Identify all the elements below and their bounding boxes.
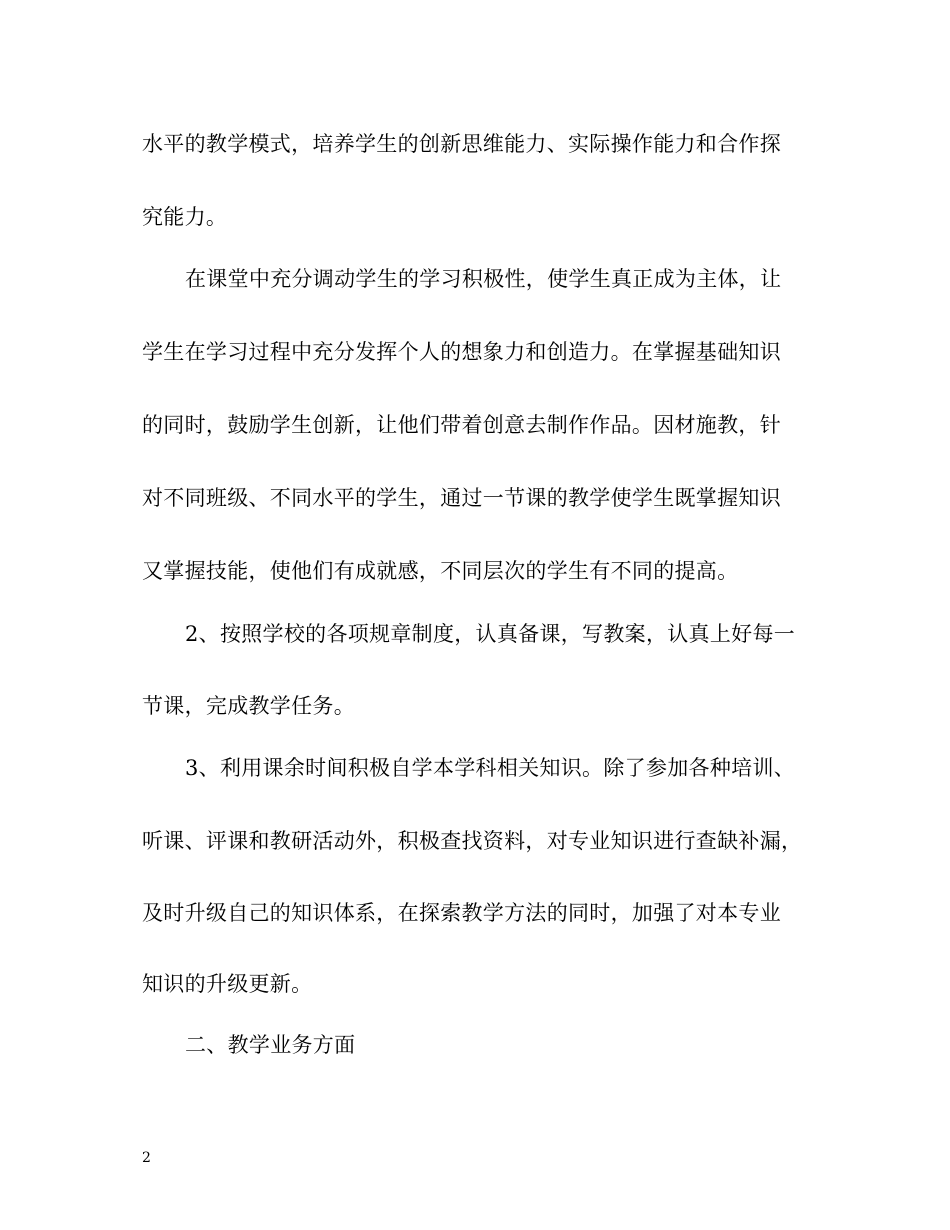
text-line: 学生在学习过程中充分发挥个人的想象力和创造力。在掌握基础知识 — [142, 340, 781, 364]
paragraph-line: 2、按照学校的各项规章制度，认真备课，写教案，认真上好每一 — [185, 622, 796, 646]
section-heading: 二、教学业务方面 — [185, 1033, 356, 1057]
text-line: 对不同班级、不同水平的学生，通过一节课的教学使学生既掌握知识 — [142, 486, 781, 510]
page-number: 2 — [142, 1150, 151, 1166]
text-line: 节课，完成教学任务。 — [142, 694, 355, 718]
paragraph-line: 在课堂中充分调动学生的学习积极性，使学生真正成为主体，让 — [185, 267, 782, 291]
text-line: 及时升级自己的知识体系，在探索教学方法的同时，加强了对本专业 — [142, 901, 781, 925]
text-line: 又掌握技能，使他们有成就感，不同层次的学生有不同的提高。 — [142, 559, 739, 583]
text-line: 的同时，鼓励学生创新，让他们带着创意去制作作品。因材施教，针 — [142, 413, 781, 437]
text-line: 听课、评课和教研活动外，积极查找资料，对专业知识进行查缺补漏， — [142, 829, 803, 853]
text-line: 究能力。 — [142, 205, 228, 229]
paragraph-line: 3、利用课余时间积极自学本学科相关知识。除了参加各种培训、 — [185, 756, 796, 780]
text-line: 知识的升级更新。 — [142, 972, 313, 996]
text-line: 水平的教学模式，培养学生的创新思维能力、实际操作能力和合作探 — [142, 132, 781, 156]
